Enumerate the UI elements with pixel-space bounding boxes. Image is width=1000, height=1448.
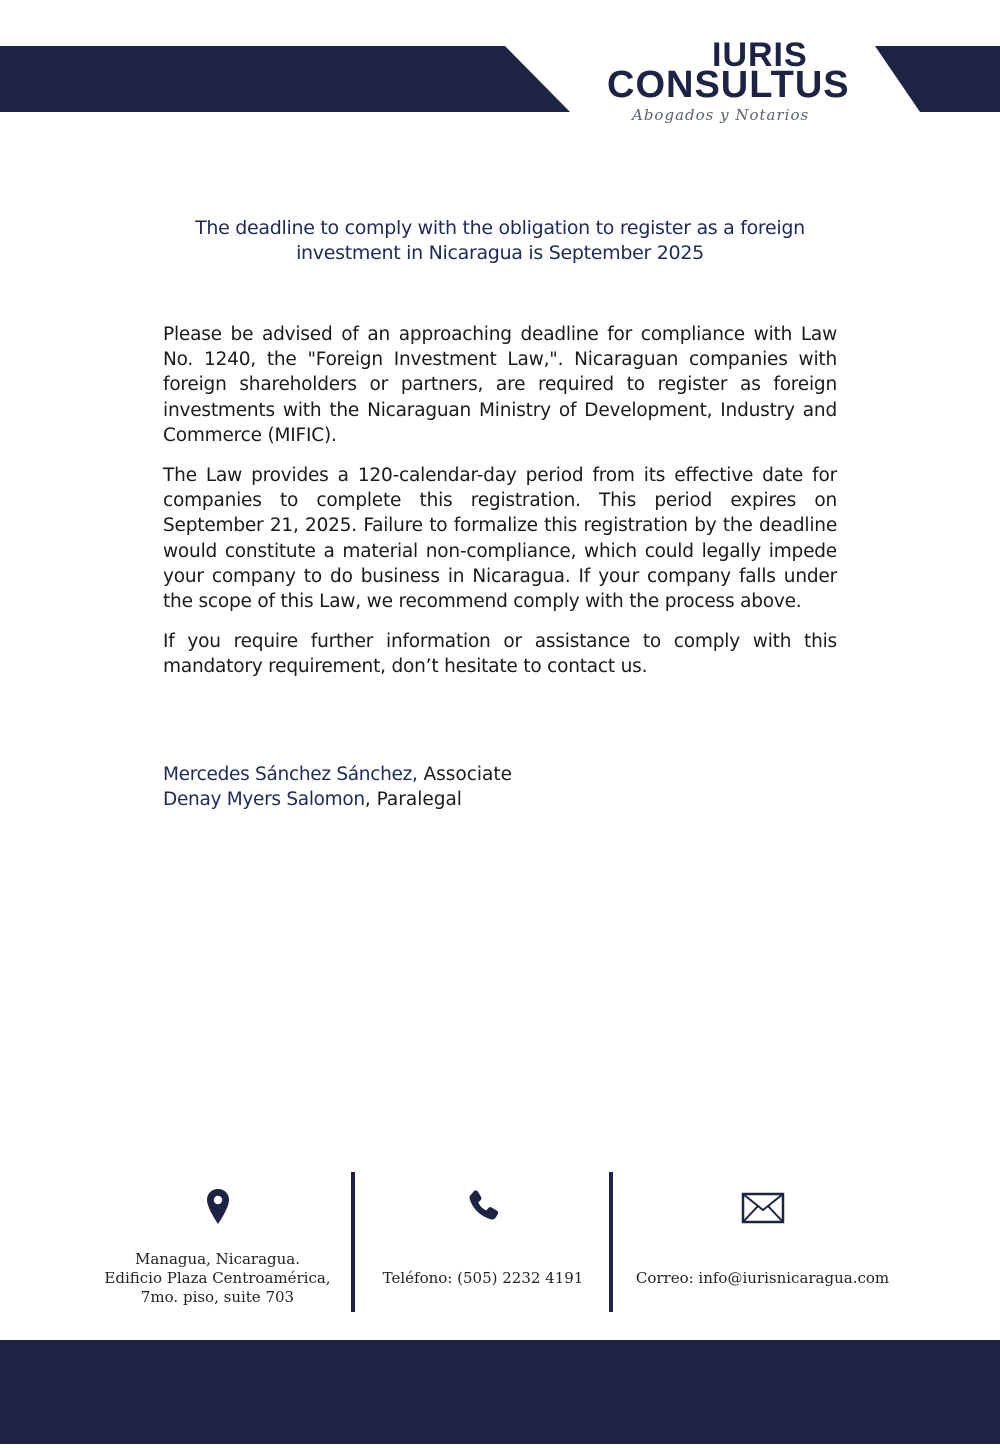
footer-divider — [351, 1172, 355, 1312]
logo-line-2: CONSULTUS — [607, 64, 850, 106]
footer-band — [0, 1340, 1000, 1444]
footer-divider — [609, 1172, 613, 1312]
address-line: 7mo. piso, suite 703 — [140, 1288, 295, 1306]
header-band-left — [0, 46, 570, 112]
phone-column — [358, 1170, 608, 1315]
address-line: Edificio Plaza Centroamérica, — [104, 1269, 331, 1287]
firm-logo — [605, 36, 855, 128]
envelope-icon — [741, 1192, 785, 1229]
signer-name: Mercedes Sánchez Sánchez, — [163, 764, 418, 785]
logo-line-1: IURIS — [712, 36, 808, 74]
signer-role: , Paralegal — [364, 789, 462, 810]
header-band-right — [875, 46, 1000, 112]
signature-line — [163, 787, 512, 812]
paragraph: If you require further information or assistance to comply with this mandatory requirement, don’t hesitate to contact us. — [163, 631, 837, 678]
document-body — [163, 322, 837, 695]
paragraph: The Law provides a 120-calendar-day period from its effective date for companies to complete this registration. This period expires on September 21, 2025. Failure to formalize this registration by the deadline would constitute a material non-compliance, which could legally impede your company to do business in Nicaragua. If your company falls under the scope of this Law, we recommend comply with the process above. — [163, 465, 837, 613]
location-pin-icon — [205, 1188, 231, 1231]
address-column — [90, 1170, 345, 1315]
document-title: The deadline to comply with the obligation to register as a foreign investment in Nicaragua is September 2025 — [195, 217, 805, 264]
logo-tagline: Abogados y Notarios — [632, 106, 810, 124]
phone-icon — [465, 1188, 501, 1229]
address-line: Managua, Nicaragua. — [135, 1250, 300, 1268]
paragraph: Please be advised of an approaching deadline for compliance with Law No. 1240, the "Foreign Investment Law,". Nicaraguan companies with foreign shareholders or partners, are required to register as foreign investments with the Nicaraguan Ministry of Development, Industry and Commerce (MIFIC). — [163, 324, 837, 446]
signature-block — [163, 762, 512, 812]
signer-name: Denay Myers Salomon — [163, 789, 365, 810]
phone-number: Teléfono: (505) 2232 4191 — [382, 1269, 584, 1287]
signer-role: Associate — [417, 764, 513, 785]
email-column — [625, 1170, 900, 1315]
contact-footer — [0, 1170, 1000, 1315]
signature-line — [163, 762, 512, 787]
email-address: Correo: info@iurisnicaragua.com — [635, 1269, 890, 1287]
